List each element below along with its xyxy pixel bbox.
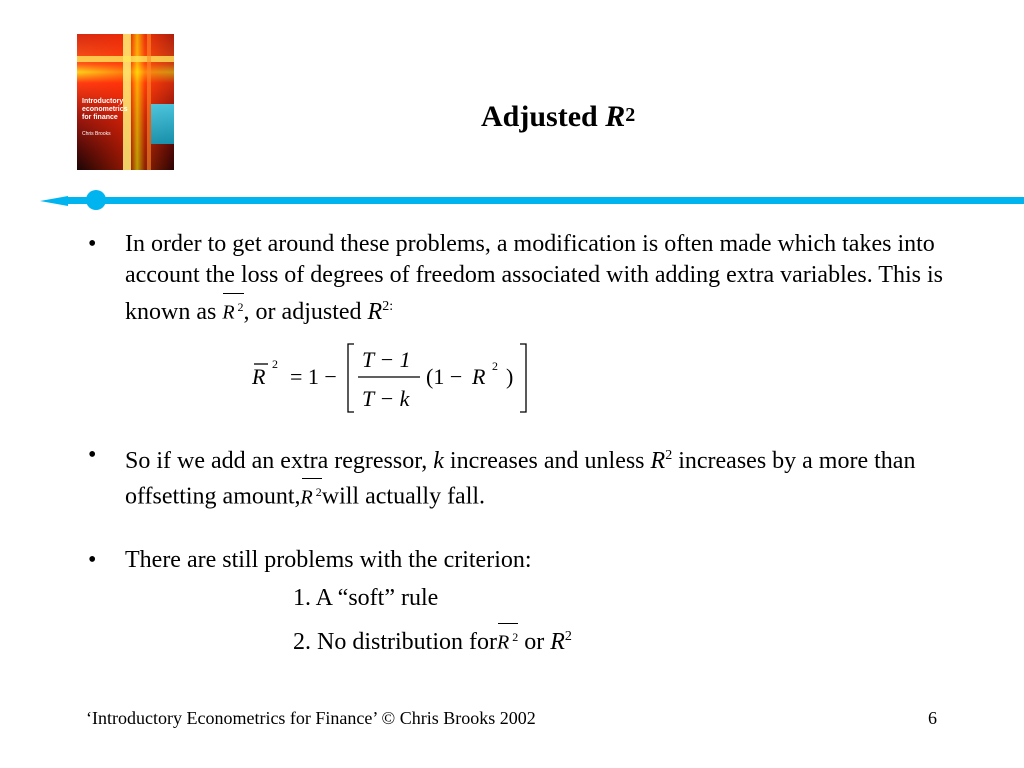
cover-title: [82, 98, 128, 122]
formula-left-bracket: [348, 344, 354, 412]
bullet-1-text-part: In order to get around these problems, a modification is often made which takes into account the loss of degrees of freedom associated with adding extra variables. This is known as: [125, 231, 943, 325]
bullet-marker: •: [88, 442, 97, 468]
bullet-2-text-part: increases by a more than offsetting amount,: [125, 448, 916, 510]
book-cover-image: [77, 34, 174, 170]
r-variable: R: [550, 629, 565, 655]
divider-circle: [86, 190, 106, 210]
r-bar-exp: 2: [315, 485, 322, 499]
footer-citation: ‘Introductory Econometrics for Finance’ © Chris Brooks 2002: [86, 708, 536, 728]
criterion-problem-text: 2. No distribution for: [293, 629, 497, 655]
r-variable: R: [367, 299, 383, 325]
r-variable: R: [650, 448, 666, 474]
criterion-problem-item: [293, 621, 572, 659]
bullet-1-text: [125, 229, 945, 329]
bullet-2-text-part: will actually fall.: [321, 483, 486, 510]
r-bar-symbol: [497, 622, 518, 659]
formula-paren-exp: 2: [492, 359, 498, 373]
formula-lhs-exp: 2: [272, 357, 278, 371]
bullet-1-text-part: , or adjusted: [243, 299, 368, 325]
formula-paren-var: R: [472, 364, 486, 389]
bullet-3-text: There are still problems with the criterion:: [125, 547, 532, 573]
bullet-2-text-part: So if we add an extra regressor,: [125, 448, 434, 474]
adjusted-r2-formula: [250, 340, 540, 416]
formula-paren-open: (1 −: [426, 364, 463, 389]
cover-light-streak: [77, 56, 174, 62]
divider-arrow-tip: [40, 196, 68, 206]
cover-title-line: Introductory: [82, 98, 124, 105]
cover-title-line: econometrics: [82, 106, 128, 113]
slide-title-exponent: 2: [625, 104, 636, 126]
r-bar-var: R: [300, 486, 313, 509]
r-bar-var: R: [497, 632, 510, 654]
criterion-problem-item: 1. A “soft” rule: [293, 585, 439, 611]
slide-number: 6: [928, 708, 937, 728]
slide-title: [481, 98, 635, 136]
formula-numerator: T − 1: [362, 347, 411, 372]
formula-paren-close: ): [506, 364, 514, 389]
r-bar-symbol: [222, 292, 243, 329]
slide-title-text: Adjusted: [481, 100, 606, 133]
formula-equals: = 1 −: [290, 364, 337, 389]
formula-lhs-var: R: [252, 364, 266, 389]
criterion-problem-text: or: [524, 629, 551, 655]
r-bar-symbol: [301, 477, 322, 514]
cover-author: Chris Brooks: [82, 131, 111, 137]
cover-light-streak: [147, 34, 151, 170]
cover-title-line: for finance: [82, 114, 118, 121]
divider-bar: [66, 197, 1024, 204]
bullet-2-text-part: increases and unless: [443, 448, 651, 474]
bullet-marker: •: [88, 547, 97, 573]
r-bar-exp: 2: [237, 300, 244, 315]
bullet-2-text: [125, 440, 925, 514]
cover-cyan-block: [151, 104, 174, 144]
formula-denominator: T − k: [362, 386, 410, 411]
r-exponent: 2: [564, 629, 572, 644]
r-exponent: 2: [665, 448, 673, 463]
formula-right-bracket: [520, 344, 526, 412]
slide-title-variable: R: [605, 100, 626, 133]
title-divider: [40, 186, 1024, 216]
k-variable: k: [433, 448, 444, 474]
r-bar-exp: 2: [512, 630, 519, 645]
r-exponent: 2:: [382, 299, 394, 314]
r-bar-var: R: [222, 302, 235, 324]
bullet-marker: •: [88, 231, 97, 257]
